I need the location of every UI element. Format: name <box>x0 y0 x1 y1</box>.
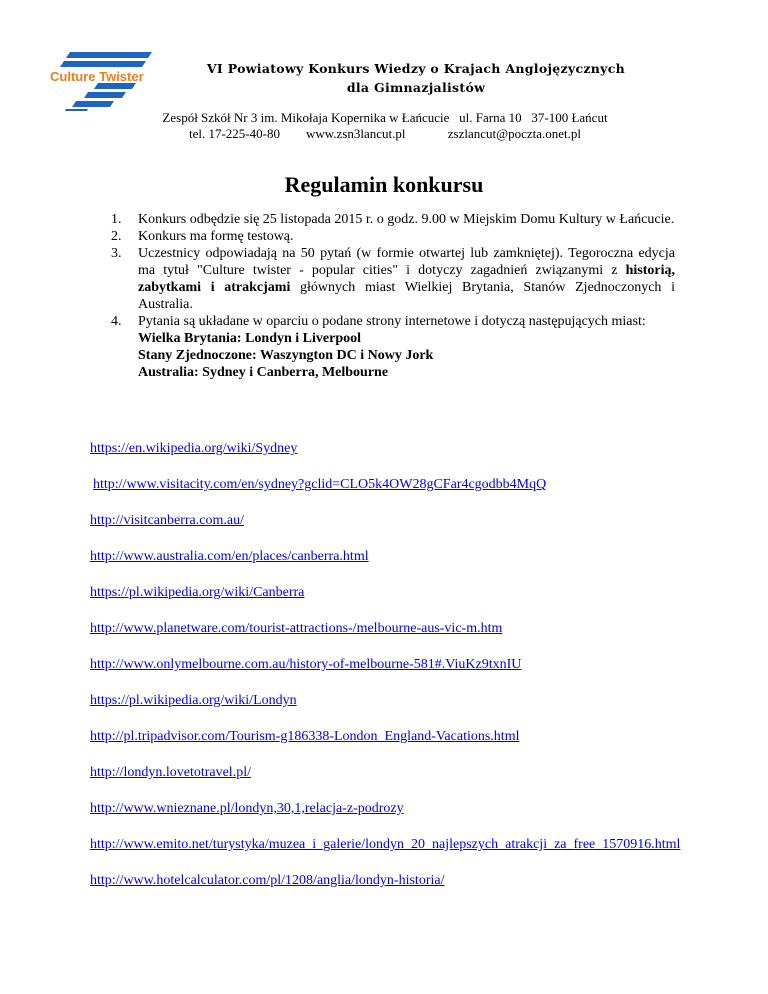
rule-number: 1. <box>111 212 122 227</box>
logo-text: Culture Twister <box>50 69 144 84</box>
rule-item <box>111 228 675 245</box>
city-group: Australia: Sydney i Canberra, Melbourne <box>138 365 389 380</box>
rule-number: 4. <box>111 314 122 329</box>
rule-text: Pytania są układane w oparciu o podane strony internetowe i dotyczą następujących miast: <box>138 314 646 329</box>
city-group: Stany Zjednoczone: Waszyngton DC i Nowy Jork <box>138 348 434 363</box>
rule-text: Uczestnicy odpowiadają na 50 pytań (w formie otwartej lub zamkniętej). Tegoroczna edycja ma tytuł "Culture twister - popular cities" i dotyczy zagadnień związanymi z <box>138 246 675 278</box>
link[interactable]: http://www.wnieznane.pl/londyn,30,1,relacja-z-podrozy <box>90 801 404 816</box>
rule-item <box>111 211 675 228</box>
document-title: Regulamin konkursu <box>284 172 484 197</box>
rule-text: głównych miast Wielkiej Brytania, Stanów Zjednoczonych i Australia. <box>138 280 675 312</box>
school-address: Zespół Szkół Nr 3 im. Mikołaja Kopernika w Łańcucie ul. Farna 10 37-100 Łańcut <box>162 110 608 125</box>
city-group: Wielka Brytania: Londyn i Liverpool <box>138 331 361 346</box>
links-list <box>90 440 690 908</box>
contest-title-line1: VI Powiatowy Konkurs Wiedzy o Krajach Anglojęzycznych <box>206 61 626 76</box>
link[interactable]: http://www.australia.com/en/places/canberra.html <box>90 549 369 564</box>
rule-text: Konkurs odbędzie się 25 listopada 2015 r. o godz. 9.00 w Miejskim Domu Kultury w Łańcucie. <box>138 212 675 227</box>
link[interactable]: http://londyn.lovetotravel.pl/ <box>90 765 251 780</box>
link[interactable]: https://pl.wikipedia.org/wiki/Londyn <box>90 693 297 708</box>
link[interactable]: http://pl.tripadvisor.com/Tourism-g186338-London_England-Vacations.html <box>90 729 520 744</box>
school-contact: tel. 17-225-40-80 www.zsn3lancut.pl zszlancut@poczta.onet.pl <box>188 126 581 141</box>
link[interactable]: http://www.visitacity.com/en/sydney?gclid=CLO5k4OW28gCFar4cgodbb4MqQ <box>93 477 547 492</box>
rule-text: Konkurs ma formę testową. <box>138 229 294 244</box>
link[interactable]: http://visitcanberra.com.au/ <box>90 513 244 528</box>
link[interactable]: https://pl.wikipedia.org/wiki/Canberra <box>90 585 305 600</box>
school-info <box>120 110 650 142</box>
rule-item <box>111 313 675 381</box>
rule-number: 3. <box>111 246 122 261</box>
link[interactable]: http://www.planetware.com/tourist-attractions-/melbourne-aus-vic-m.htm <box>90 621 503 636</box>
link[interactable]: http://www.onlymelbourne.com.au/history-of-melbourne-581#.ViuKz9txnIU <box>90 657 522 672</box>
rule-item <box>111 245 675 313</box>
contest-title <box>186 59 646 97</box>
contest-title-line2: dla Gimnazjalistów <box>346 80 486 95</box>
rules-list <box>111 211 675 381</box>
cities-list <box>138 330 675 381</box>
rule-number: 2. <box>111 229 122 244</box>
rule-text-bold: historią, zabytkami i atrakcjami <box>138 263 675 295</box>
link[interactable]: http://www.hotelcalculator.com/pl/1208/anglia/londyn-historia/ <box>90 873 445 888</box>
link[interactable]: https://en.wikipedia.org/wiki/Sydney <box>90 441 298 456</box>
link[interactable]: http://www.emito.net/turystyka/muzea_i_galerie/londyn_20_najlepszych_atrakcji_za_free_1570916.html <box>90 837 681 852</box>
